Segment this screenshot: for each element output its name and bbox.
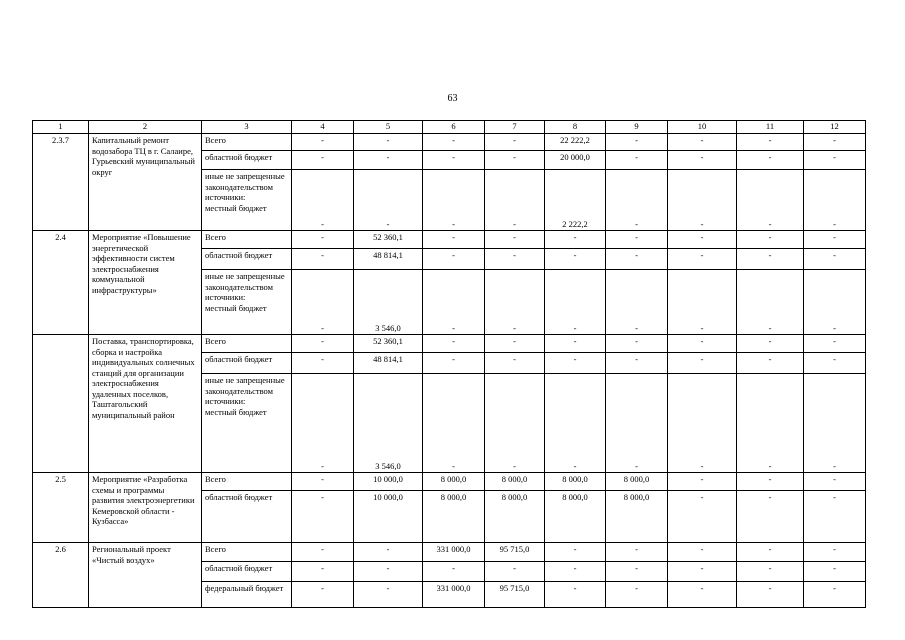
value-cell: - [804,134,866,151]
item-name: Мероприятие «Повышение энергетической эффективности систем электроснабжения коммунальной инфраструктуры» [89,231,202,335]
funding-source [202,374,292,473]
value-cell: - [804,231,866,249]
value-cell: - [545,270,606,335]
column-header: 3 [202,121,292,134]
value-cell: - [292,374,354,473]
funding-source-label: областной бюджет [205,354,273,364]
item-name: Мероприятие «Разработка схемы и программы развития электроэнергетики Кемеровской области - Кузбасса» [89,473,202,543]
value-cell: - [668,491,737,543]
value-cell: - [668,374,737,473]
value-cell: - [804,353,866,374]
value-cell: - [804,170,866,231]
value-cell: - [485,353,545,374]
value-cell: - [606,231,668,249]
value-cell: - [292,335,354,353]
value-cell: - [354,134,423,151]
value-cell: - [804,582,866,608]
value-cell: - [354,151,423,170]
item-name: Региональный проект «Чистый воздух» [89,543,202,608]
column-header: 4 [292,121,354,134]
funding-source-label: областной бюджет [205,152,273,162]
value-cell: - [485,231,545,249]
value-cell: 8 000,0 [485,473,545,491]
value-cell: - [292,562,354,582]
value-cell: 8 000,0 [485,491,545,543]
column-header: 8 [545,121,606,134]
value-cell: 10 000,0 [354,473,423,491]
value-cell: - [292,151,354,170]
value-cell: - [545,353,606,374]
value-cell: - [668,562,737,582]
funding-source-label: Всего [205,232,226,242]
value-cell: 22 222,2 [545,134,606,151]
value-cell: - [545,249,606,270]
value-cell: - [485,562,545,582]
value-cell: - [606,543,668,562]
funding-source [202,170,292,231]
funding-source [202,249,292,270]
value-cell: - [354,582,423,608]
funding-source-label: иные не запрещенные законодательством источники: [205,375,285,406]
column-header: 11 [737,121,804,134]
value-cell: - [668,231,737,249]
funding-source [202,270,292,335]
value-cell: - [737,582,804,608]
value-cell: - [606,335,668,353]
funding-source [202,231,292,249]
table-row [33,473,866,491]
value-cell: - [668,335,737,353]
value-cell: - [606,134,668,151]
item-name: Капитальный ремонт водозабора ТЦ в г. Салаире, Гурьевский муниципальный округ [89,134,202,231]
value-cell: - [668,249,737,270]
column-header: 2 [89,121,202,134]
value-cell: - [292,473,354,491]
value-cell: - [292,134,354,151]
value-cell: - [423,249,485,270]
funding-source-label: Всего [205,336,226,346]
funding-source-label: иные не запрещенные законодательством источники: [205,171,285,202]
value-cell: - [606,582,668,608]
funding-source [202,562,292,582]
value-cell: - [423,151,485,170]
value-cell: - [737,270,804,335]
value-cell: 52 360,1 [354,335,423,353]
column-number-row [33,121,866,134]
value-cell: - [804,374,866,473]
value-cell: - [737,134,804,151]
value-cell: - [606,151,668,170]
value-cell: - [737,151,804,170]
value-cell: - [804,543,866,562]
value-cell: - [485,151,545,170]
value-cell: 331 000,0 [423,543,485,562]
value-cell: - [668,353,737,374]
funding-source [202,543,292,562]
value-cell: - [606,270,668,335]
funding-source-sublabel: местный бюджет [205,406,267,417]
value-cell: 52 360,1 [354,231,423,249]
table-row [33,231,866,249]
column-header: 12 [804,121,866,134]
value-cell: - [804,151,866,170]
table-row [33,335,866,353]
column-header: 7 [485,121,545,134]
value-cell: - [737,543,804,562]
funding-source-label: областной бюджет [205,563,273,573]
column-header: 5 [354,121,423,134]
funding-source [202,151,292,170]
value-cell: - [292,543,354,562]
table-body [33,121,866,608]
value-cell: - [804,249,866,270]
value-cell: 48 814,1 [354,249,423,270]
value-cell: - [292,353,354,374]
value-cell: - [423,170,485,231]
value-cell: - [485,374,545,473]
value-cell: - [804,335,866,353]
value-cell: - [545,582,606,608]
value-cell: - [423,374,485,473]
funding-source-label: Всего [205,544,226,554]
funding-source [202,134,292,151]
value-cell: - [737,562,804,582]
table-row [33,543,866,562]
funding-source [202,491,292,543]
value-cell: - [804,562,866,582]
value-cell: - [668,134,737,151]
value-cell: - [668,170,737,231]
value-cell: 20 000,0 [545,151,606,170]
value-cell: - [423,353,485,374]
value-cell: 48 814,1 [354,353,423,374]
value-cell: 331 000,0 [423,582,485,608]
value-cell: - [354,543,423,562]
budget-table [32,120,866,608]
value-cell: - [423,134,485,151]
value-cell: - [606,170,668,231]
funding-source-label: Всего [205,135,226,145]
value-cell: - [737,353,804,374]
value-cell: - [606,562,668,582]
value-cell: - [545,231,606,249]
value-cell: - [606,353,668,374]
value-cell: 8 000,0 [545,473,606,491]
value-cell: 8 000,0 [606,491,668,543]
value-cell: - [606,249,668,270]
value-cell: - [737,231,804,249]
funding-source-label: областной бюджет [205,492,273,502]
value-cell: - [668,543,737,562]
value-cell: - [545,543,606,562]
funding-source-sublabel: местный бюджет [205,202,267,213]
funding-source-label: федеральный бюджет [205,583,284,593]
column-header: 6 [423,121,485,134]
value-cell: - [485,249,545,270]
table-row [33,134,866,151]
value-cell: 3 546,0 [354,374,423,473]
funding-source-sublabel: местный бюджет [205,302,267,313]
value-cell: - [737,473,804,491]
value-cell: - [545,562,606,582]
column-header: 10 [668,121,737,134]
value-cell: 8 000,0 [606,473,668,491]
item-name: Поставка, транспортировка, сборка и настройка индивидуальных солнечных станций для организации электроснабжения удаленных поселков, Таштагольский муниципальный район [89,335,202,473]
item-number: 2.4 [33,231,89,335]
value-cell: - [737,374,804,473]
value-cell: - [668,582,737,608]
funding-source [202,473,292,491]
item-number: 2.5 [33,473,89,543]
item-number: 2.3.7 [33,134,89,231]
value-cell: - [737,249,804,270]
value-cell: - [737,170,804,231]
value-cell: - [292,249,354,270]
value-cell: - [737,491,804,543]
value-cell: - [545,335,606,353]
value-cell: - [292,270,354,335]
value-cell: - [354,170,423,231]
value-cell: - [485,270,545,335]
value-cell: - [423,231,485,249]
value-cell: - [804,491,866,543]
value-cell: - [485,134,545,151]
value-cell: - [545,374,606,473]
value-cell: - [668,151,737,170]
value-cell: - [485,335,545,353]
value-cell: 10 000,0 [354,491,423,543]
funding-source-label: Всего [205,474,226,484]
value-cell: - [423,562,485,582]
value-cell: - [737,335,804,353]
funding-source [202,353,292,374]
value-cell: 95 715,0 [485,582,545,608]
page-number: 63 [447,93,458,104]
value-cell: 3 546,0 [354,270,423,335]
funding-source-label: областной бюджет [205,250,273,260]
column-header: 1 [33,121,89,134]
value-cell: - [292,231,354,249]
value-cell: - [423,270,485,335]
value-cell: 8 000,0 [423,473,485,491]
value-cell: - [668,473,737,491]
column-header: 9 [606,121,668,134]
value-cell: - [804,270,866,335]
funding-source [202,335,292,353]
value-cell: - [292,582,354,608]
item-number: 2.6 [33,543,89,608]
value-cell: - [485,170,545,231]
value-cell: 2 222,2 [545,170,606,231]
item-number [33,335,89,473]
value-cell: - [606,374,668,473]
value-cell: - [292,491,354,543]
value-cell: 8 000,0 [423,491,485,543]
value-cell: - [804,473,866,491]
funding-source [202,582,292,608]
value-cell: - [423,335,485,353]
funding-source-label: иные не запрещенные законодательством источники: [205,271,285,302]
value-cell: - [668,270,737,335]
value-cell: - [292,170,354,231]
value-cell: 8 000,0 [545,491,606,543]
value-cell: - [354,562,423,582]
value-cell: 95 715,0 [485,543,545,562]
